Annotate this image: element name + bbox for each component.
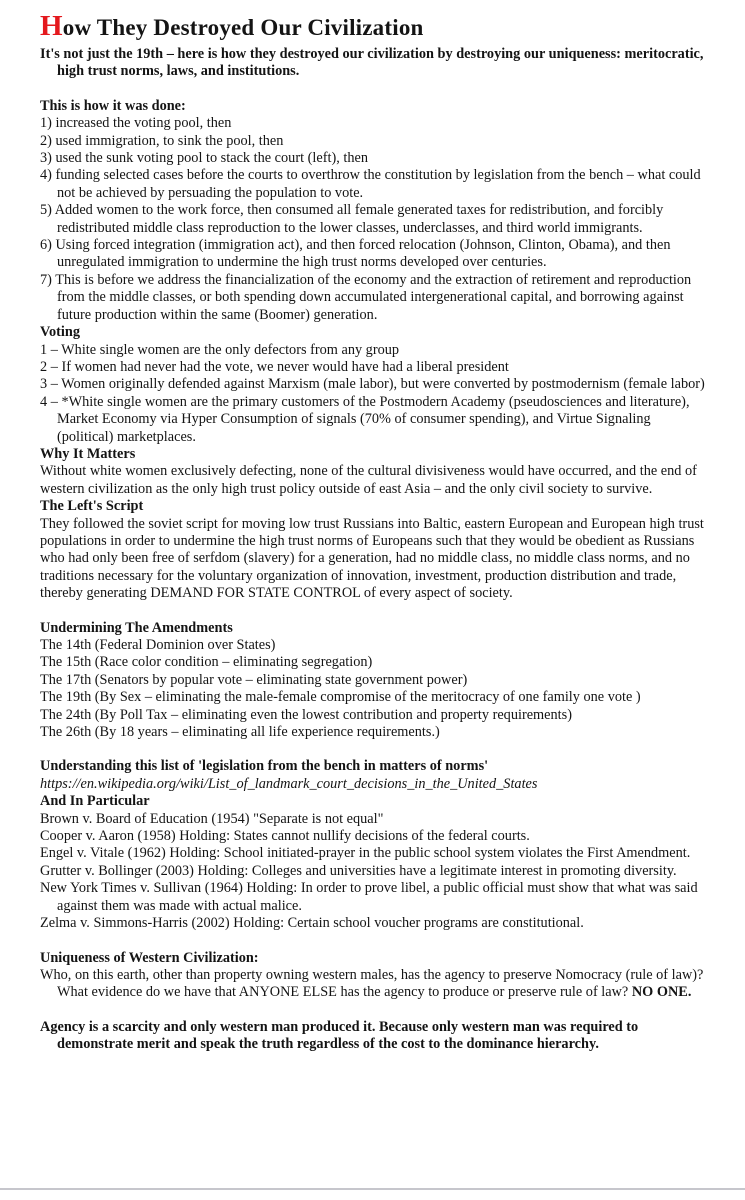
voting-item-1: 1 – White single women are the only defectors from any group: [40, 341, 400, 358]
voting-heading: Voting: [40, 324, 80, 341]
bottom-border-rule: [0, 1188, 745, 1190]
title-rest: ow They Destroyed Our Civilization: [62, 15, 424, 40]
case-brown-v-board: Brown v. Board of Education (1954) "Separate is not equal": [40, 810, 384, 827]
amendment-24th: The 24th (By Poll Tax – eliminating even the lowest contribution and property requirements): [40, 706, 572, 723]
uniqueness-emphasis: NO ONE.: [631, 984, 692, 1001]
document-title: [40, 11, 705, 43]
amendment-26th: The 26th (By 18 years – eliminating all life experience requirements.): [40, 724, 440, 741]
why-it-matters-body: Without white women exclusively defecting, none of the cultural divisiveness would have occurred, and the end of western civilization as the only high trust policy outside of east Asia – and the only civil society to survive.: [40, 463, 697, 497]
closing-paragraph: Agency is a scarcity and only western man produced it. Because only western man was required to demonstrate merit and speak the truth regardless of the cost to the dominance hierarchy.: [40, 1018, 639, 1053]
voting-item-2: 2 – If women had never had the vote, we never would have had a liberal president: [40, 358, 509, 375]
case-grutter-v-bollinger: Grutter v. Bollinger (2003) Holding: Colleges and universities have a legitimate interest in promoting diversity.: [40, 862, 677, 879]
how-done-item-2: 2) used immigration, to sink the pool, then: [40, 132, 284, 149]
wikipedia-url: https://en.wikipedia.org/wiki/List_of_landmark_court_decisions_in_the_United_States: [40, 775, 538, 792]
how-done-item-1: 1) increased the voting pool, then: [40, 115, 232, 132]
amendment-19th: The 19th (By Sex – eliminating the male-female compromise of the meritocracy of one family one vote ): [40, 689, 641, 706]
understanding-heading: Understanding this list of 'legislation from the bench in matters of norms': [40, 758, 489, 775]
how-done-heading: This is how it was done:: [40, 97, 186, 114]
and-in-particular-heading: And In Particular: [40, 793, 150, 810]
title-initial-letter: H: [40, 10, 63, 42]
case-engel-v-vitale: Engel v. Vitale (1962) Holding: School initiated-prayer in the public school system violates the First Amendment.: [40, 845, 691, 862]
how-done-list: [40, 115, 705, 324]
how-done-item-4: 4) funding selected cases before the courts to overthrow the constitution by legislation from the bench – what could not be achieved by persuading the population to vote.: [40, 167, 701, 201]
case-zelma-v-simmons-harris: Zelma v. Simmons-Harris (2002) Holding: Certain school voucher programs are constitutional.: [40, 915, 584, 932]
how-done-item-5: 5) Added women to the work force, then consumed all female generated taxes for redistribution, and forcibly redistributed middle class reproduction to the lower classes, underclasses, and third world immigrants.: [40, 202, 664, 236]
amendment-14th: The 14th (Federal Dominion over States): [40, 637, 276, 653]
how-done-item-6: 6) Using forced integration (immigration act), and then forced relocation (Johnson, Clinton, Obama), and then unregulated immigration to undermine the high trust norms developed over centuries.: [40, 237, 671, 271]
amendments-list: [40, 637, 705, 741]
intro-paragraph: It's not just the 19th – here is how they destroyed our civilization by destroying our uniqueness: meritocratic, high trust norms, laws, and institutions.: [40, 46, 704, 80]
uniqueness-body: [40, 967, 705, 1002]
case-nyt-v-sullivan: New York Times v. Sullivan (1964) Holding: In order to prove libel, a public official must show that what was said against them was made with actual malice.: [40, 880, 698, 914]
court-cases-list: [40, 811, 705, 933]
lefts-script-body: They followed the soviet script for moving low trust Russians into Baltic, eastern European and European high trust populations in order to undermine the high trust norms of Europeans such that they would be obedient as Russians who had only been free of serfdom (slavery) for a generation, had no middle class, no middle class norms, and no traditions necessary for the voluntary organization of innovation, investment, production distribution and trade, thereby generating DEMAND FOR STATE CONTROL of every aspect of society.: [40, 515, 704, 602]
case-cooper-v-aaron: Cooper v. Aaron (1958) Holding: States cannot nullify decisions of the federal courts.: [40, 828, 530, 845]
voting-item-4: 4 – *White single women are the primary customers of the Postmodern Academy (pseudosciences and literature), Market Economy via Hyper Consumption of signals (70% of consumer spending), and Virtue Signaling (political) marketplaces.: [40, 393, 690, 445]
how-done-item-7: 7) This is before we address the financialization of the economy and the extraction of retirement and reproduction from the middle classes, or both spending down accumulated intergenerational capital, and borrowing against future production within the same (Boomer) generation.: [40, 271, 692, 323]
amendments-heading: Undermining The Amendments: [40, 619, 233, 636]
amendment-17th: The 17th (Senators by popular vote – eliminating state government power): [40, 671, 468, 688]
lefts-script-heading: The Left's Script: [40, 498, 144, 515]
uniqueness-body-text: Who, on this earth, other than property owning western males, has the agency to preserve Nomocracy (rule of law)? What evidence do we have that ANYONE ELSE has the agency to produce or preserve rule of law?: [40, 966, 704, 1001]
how-done-item-3: 3) used the sunk voting pool to stack the court (left), then: [40, 150, 368, 167]
why-it-matters-heading: Why It Matters: [40, 445, 136, 462]
voting-item-3: 3 – Women originally defended against Marxism (male labor), but were converted by postmodernism (female labor): [40, 376, 705, 393]
voting-list: [40, 342, 705, 446]
amendment-15th: The 15th (Race color condition – eliminating segregation): [40, 654, 373, 671]
uniqueness-heading: Uniqueness of Western Civilization:: [40, 949, 259, 966]
